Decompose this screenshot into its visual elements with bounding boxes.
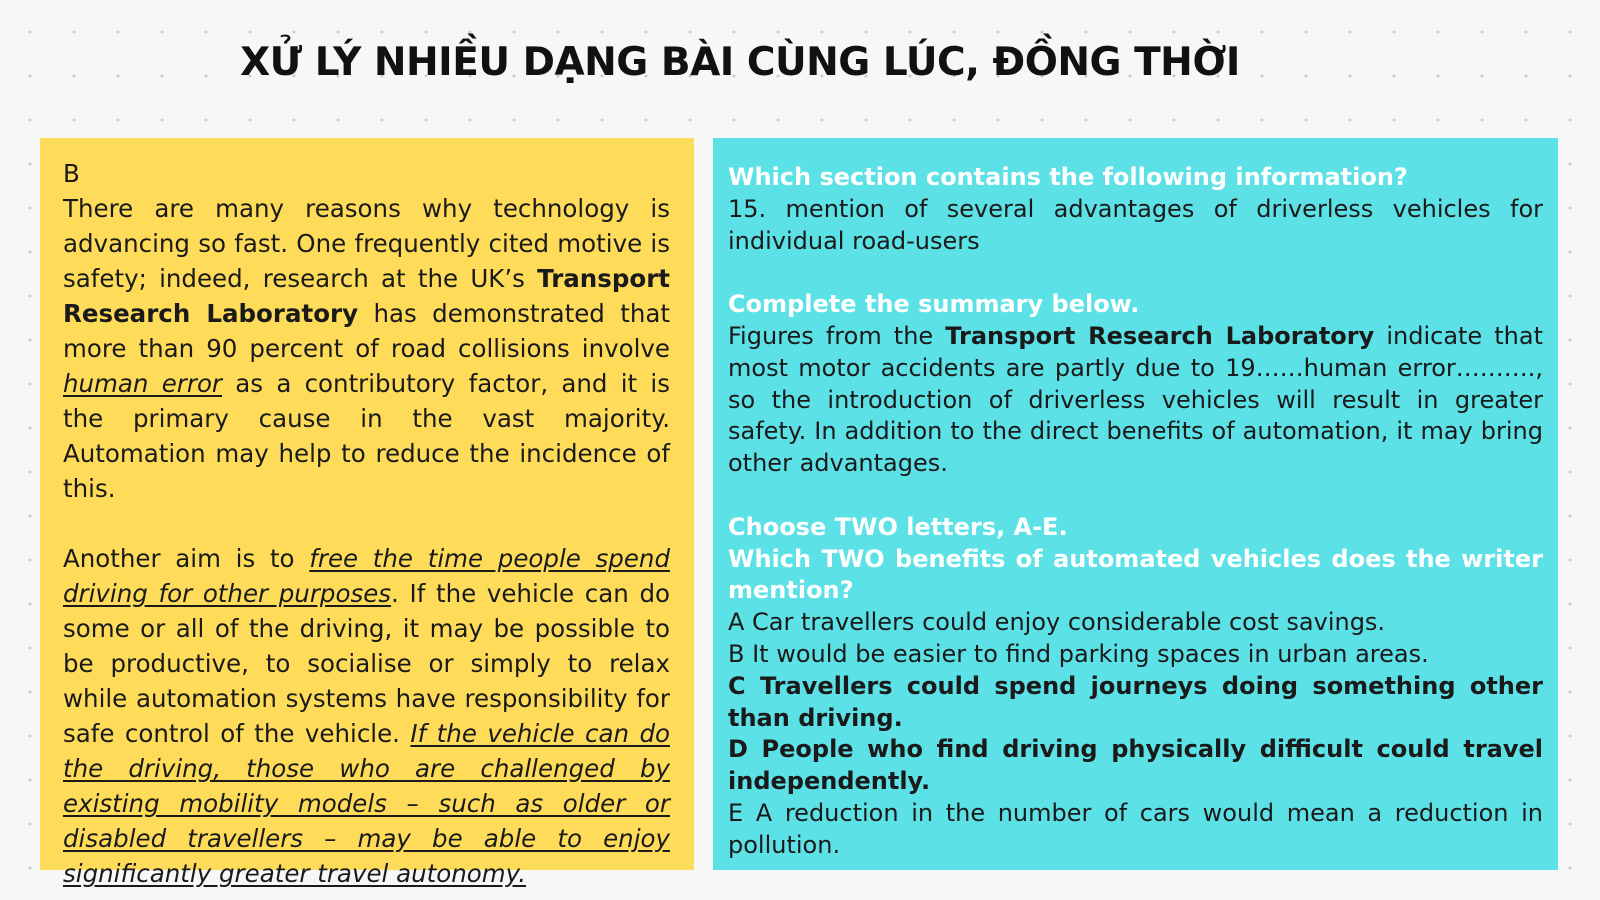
passage-underlined-keyword: human error: [63, 369, 223, 398]
reading-passage-panel: [40, 138, 694, 888]
summary-text-part: Figures from the: [728, 321, 946, 350]
passage-bold-term: Transport Research Laboratory: [63, 264, 670, 328]
passage-text: . If the vehicle can do some or all of the driving, it may be possible to be productive, to socialise or simply to relax while automation systems have responsibility for safe control of the vehicle.: [63, 579, 670, 748]
option-e: E A reduction in the number of cars would mean a reduction in pollution.: [728, 798, 1543, 859]
passage-paragraph-2: [63, 541, 670, 891]
option-d: D People who find driving physically difficult could travel independently.: [728, 735, 1543, 796]
questions-panel: [713, 138, 1558, 870]
passage-underlined-keyword: free the time people spend driving for other purposes: [63, 544, 671, 608]
option-a: A Car travellers could enjoy considerable cost savings.: [728, 608, 1386, 637]
passage-text: There are many reasons why technology is advancing so fast. One frequently cited motive is safety; indeed, research at the UK’s: [63, 194, 670, 293]
question-item: 15. mention of several advantages of driverless vehicles for individual road-users: [728, 194, 1543, 255]
passage-text: has demonstrated that more than 90 percent of road collisions involve: [63, 299, 670, 363]
question-heading: Complete the summary below.: [728, 290, 1140, 319]
passage-paragraph-1: [63, 191, 670, 506]
summary-text: [728, 321, 1543, 480]
passage-underlined-keyword: If the vehicle can do the driving, those who are challenged by existing mobility models – such as older or disabled travellers – may be able to enjoy significantly greater travel autonomy.: [63, 719, 670, 888]
question-heading: Which section contains the following information?: [728, 163, 1408, 191]
section-letter: B: [63, 159, 80, 188]
page-title: XỬ LÝ NHIỀU DẠNG BÀI CÙNG LÚC, ĐỒNG THỜI: [240, 40, 1240, 85]
option-c: C Travellers could spend journeys doing something other than driving.: [728, 671, 1543, 732]
summary-text-part: indicate that most motor accidents are partly due to 19……human error………., so the introduction of driverless vehicles will result in greater safety. In addition to the direct benefits of automation, it may bring other advantages.: [728, 321, 1544, 478]
question-heading: Which TWO benefits of automated vehicles does the writer mention?: [728, 544, 1543, 605]
passage-text: as a contributory factor, and it is the primary cause in the vast majority. Automation may help to reduce the incidence of this.: [63, 369, 670, 503]
summary-bold-term: Transport Research Laboratory: [945, 321, 1375, 350]
option-b: B It would be easier to find parking spaces in urban areas.: [728, 639, 1429, 668]
question-heading: Choose TWO letters, A-E.: [728, 512, 1068, 541]
passage-text: Another aim is to: [63, 544, 310, 573]
